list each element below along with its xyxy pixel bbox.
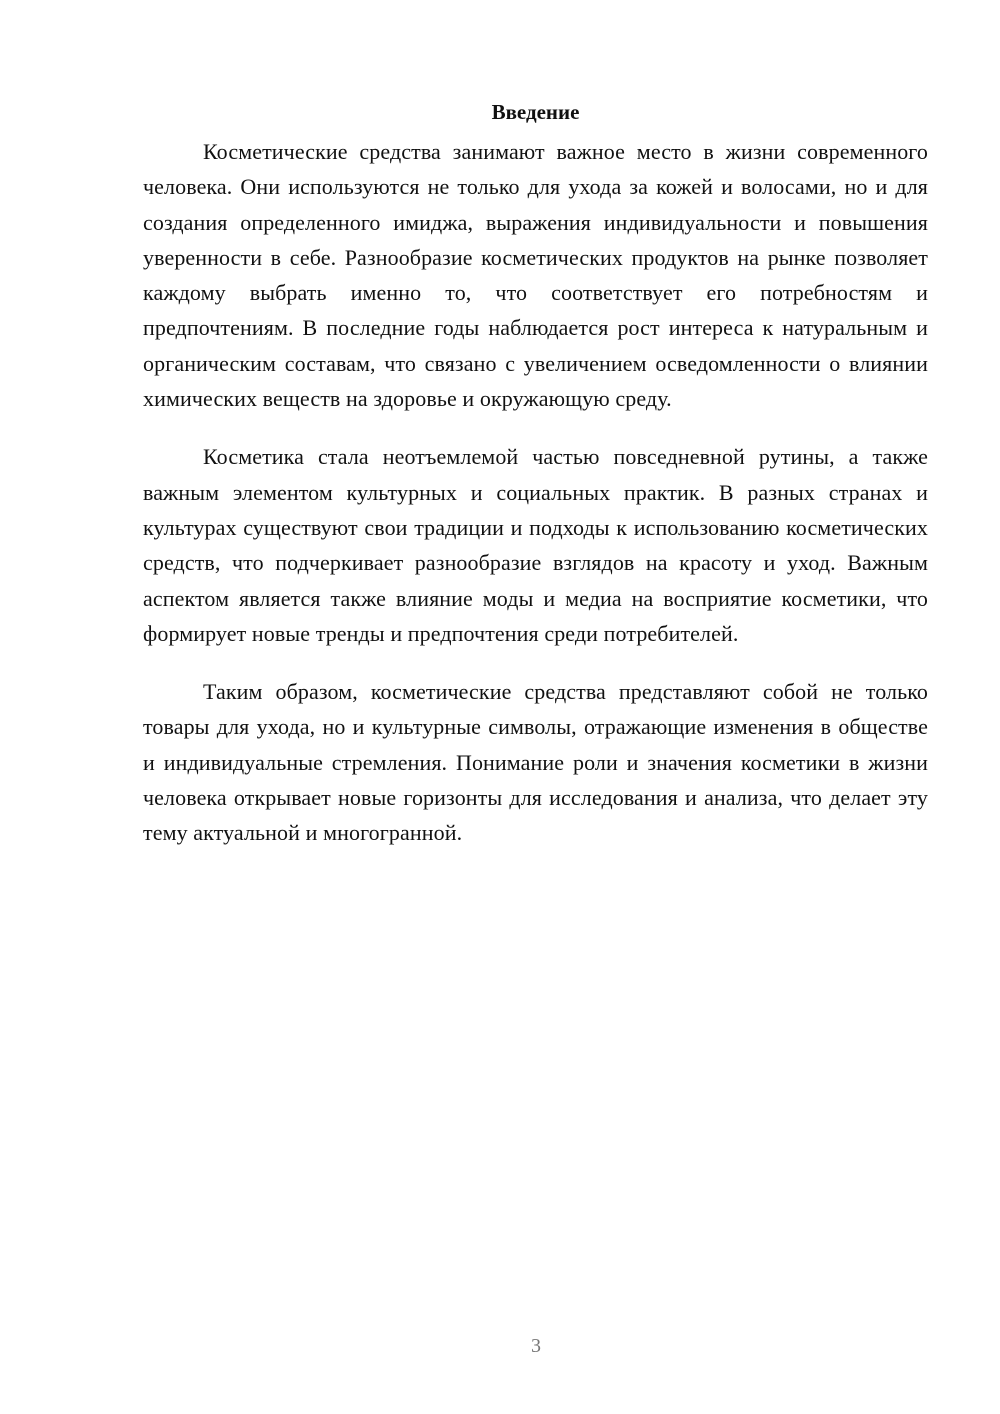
- paragraph-2: Косметика стала неотъемлемой частью повседневной рутины, а также важным элементом культурных и социальных практик. В разных странах и культурах существуют свои традиции и подходы к использованию косметических средств, что подчеркивает разнообразие взглядов на красоту и уход. Важным аспектом является также влияние моды и медиа на восприятие косметики, что формирует новые тренды и предпочтения среди потребителей.: [143, 444, 928, 646]
- section-title: Введение: [491, 100, 580, 124]
- page-content: [143, 98, 928, 874]
- paragraph-1: Косметические средства занимают важное место в жизни современного человека. Они используются не только для ухода за кожей и волосами, но и для создания определенного имиджа, выражения индивидуальности и повышения уверенности в себе. Разнообразие косметических продуктов на рынке позволяет каждому выбрать именно то, что соответствует его потребностям и предпочтениям. В последние годы наблюдается рост интереса к натуральным и органическим составам, что связано с увеличением осведомленности о влиянии химических веществ на здоровье и окружающую среду.: [143, 139, 928, 412]
- page-number: 3: [531, 1335, 541, 1357]
- paragraph-3: Таким образом, косметические средства представляют собой не только товары для ухода, но и культурные символы, отражающие изменения в обществе и индивидуальные стремления. Понимание роли и значения косметики в жизни человека открывает новые горизонты для исследования и анализа, что делает эту тему актуальной и многогранной.: [143, 679, 928, 846]
